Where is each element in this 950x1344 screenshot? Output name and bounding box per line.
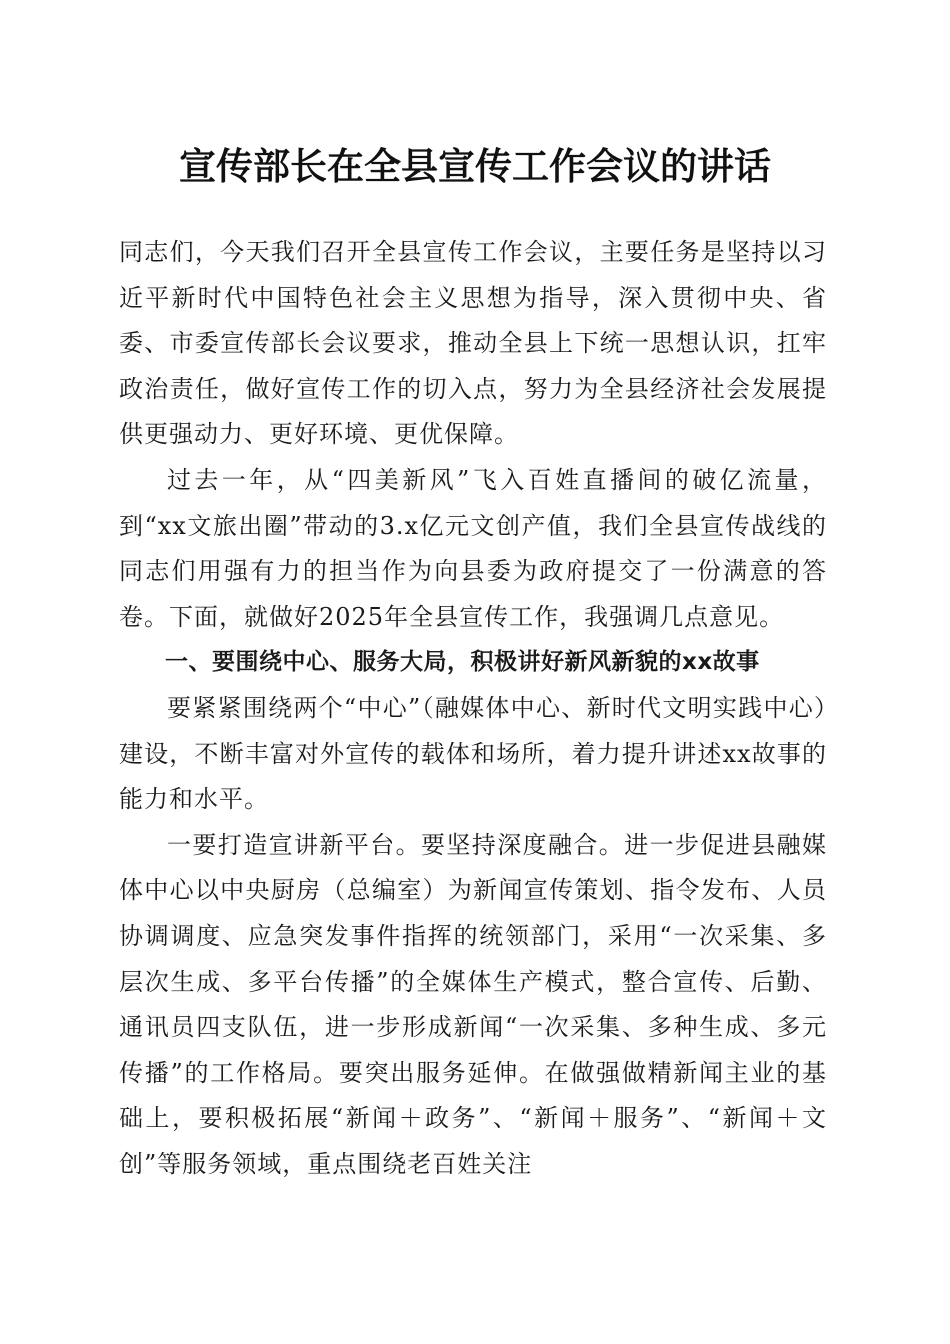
paragraph-section-intro: 要紧紧围绕两个“中心”（融媒体中心、新时代文明实践中心）建设，不断丰富对外宣传的载体和场所，着力提升讲述xx故事的能力和水平。 [119,693,827,814]
paragraph-platform: 一要打造宣讲新平台。要坚持深度融合。进一步促进县融媒体中心以中央厨房（总编室）为新闻宣传策划、指令发布、人员协调调度、应急突发事件指挥的统领部门，采用“一次采集、多层次生成、多平台传播”的全媒体生产模式，整合宣传、后勤、通讯员四支队伍，进一步形成新闻“一次采集、多种生成、多元传播”的工作格局。要突出服务延伸。在做强做精新闻主业的基础上，要积极拓展“新闻＋政务”、“新闻＋服务”、“新闻＋文创”等服务领域，重点围绕老百姓关注 [119,830,827,1178]
document-body [119,230,827,1187]
paragraph-opening: 同志们，今天我们召开全县宣传工作会议，主要任务是坚持以习近平新时代中国特色社会主义思想为指导，深入贯彻中央、省委、市委宣传部长会议要求，推动全县上下统一思想认识，扛牢政治责任，做好宣传工作的切入点，努力为全县经济社会发展提供更强动力、更好环境、更优保障。 [119,238,827,449]
document-title: 宣传部长在全县宣传工作会议的讲话 [179,144,771,188]
paragraph-review: 过去一年，从“四美新风”飞入百姓直播间的破亿流量，到“xx文旅出圈”带动的3.x亿元文创产值，我们全县宣传战线的同志们用强有力的担当作为向县委为政府提交了一份满意的答卷。下面，就做好2025年全县宣传工作，我强调几点意见。 [119,465,827,631]
section-heading: 一、要围绕中心、服务大局，积极讲好新风新貌的xx故事 [165,649,760,676]
